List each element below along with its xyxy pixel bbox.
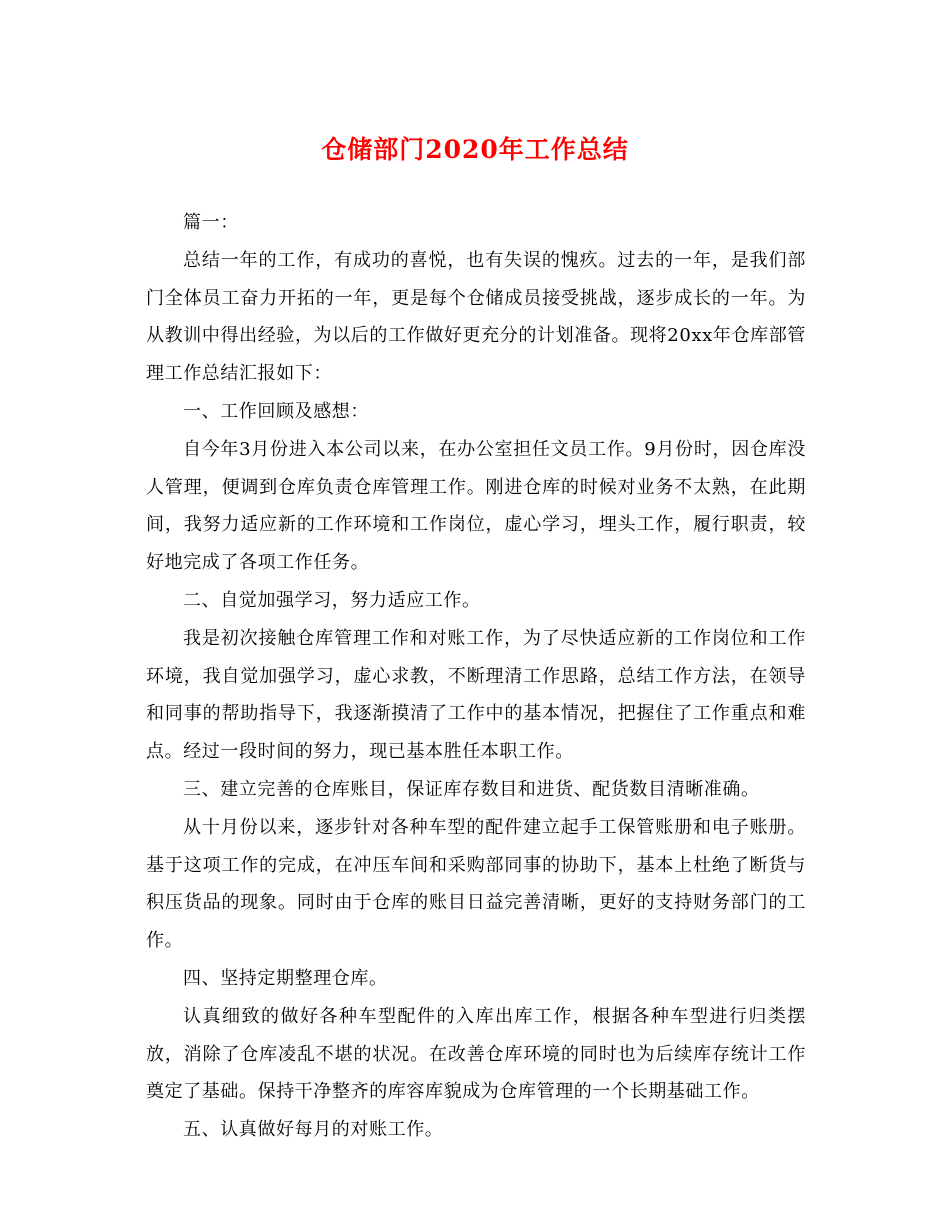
heading-section-2: 二、自觉加强学习，努力适应工作。	[183, 589, 481, 611]
paragraph-section-3: 从十月份以来，逐步针对各种车型的配件建立起手工保管账册和电子账册。基于这项工作的完成，在冲压车间和采购部同事的协助下，基本上杜绝了断货与积压货品的现象。同时由于仓库的账目日益完善清晰，更好的支持财务部门的工作。	[146, 816, 806, 952]
paragraph-intro: 总结一年的工作，有成功的喜悦，也有失误的愧疚。过去的一年，是我们部门全体员工奋力开拓的一年，更是每个仓储成员接受挑战，逐步成长的一年。为从教训中得出经验，为以后的工作做好更充分的计划准备。现将20xx年仓库部管理工作总结汇报如下：	[146, 249, 806, 385]
paragraph-section-1: 自今年3月份进入本公司以来，在办公室担任文员工作。9月份时，因仓库没人管理，便调到仓库负责仓库管理工作。刚进仓库的时候对业务不太熟，在此期间，我努力适应新的工作环境和工作岗位，虚心学习，埋头工作，履行职责，较好地完成了各项工作任务。	[146, 438, 806, 574]
document-title: 仓储部门2020年工作总结	[321, 135, 629, 164]
heading-section-5: 五、认真做好每月的对账工作。	[183, 1119, 444, 1141]
heading-section-4: 四、坚持定期整理仓库。	[183, 967, 388, 989]
document-body	[146, 204, 806, 1149]
paragraph-section-4: 认真细致的做好各种车型配件的入库出库工作，根据各种车型进行归类摆放，消除了仓库凌乱不堪的状况。在改善仓库环境的同时也为后续库存统计工作奠定了基础。保持干净整齐的库容库貌成为仓库管理的一个长期基础工作。	[146, 1005, 806, 1103]
paragraph-section-label: 篇一：	[183, 212, 239, 233]
paragraph-section-2: 我是初次接触仓库管理工作和对账工作，为了尽快适应新的工作岗位和工作环境，我自觉加强学习，虚心求教，不断理清工作思路，总结工作方法，在领导和同事的帮助指导下，我逐渐摸清了工作中的基本情况，把握住了工作重点和难点。经过一段时间的努力，现已基本胜任本职工作。	[146, 627, 806, 763]
heading-section-3: 三、建立完善的仓库账目，保证库存数目和进货、配货数目清晰准确。	[183, 778, 760, 800]
heading-section-1: 一、工作回顾及感想：	[183, 400, 369, 422]
